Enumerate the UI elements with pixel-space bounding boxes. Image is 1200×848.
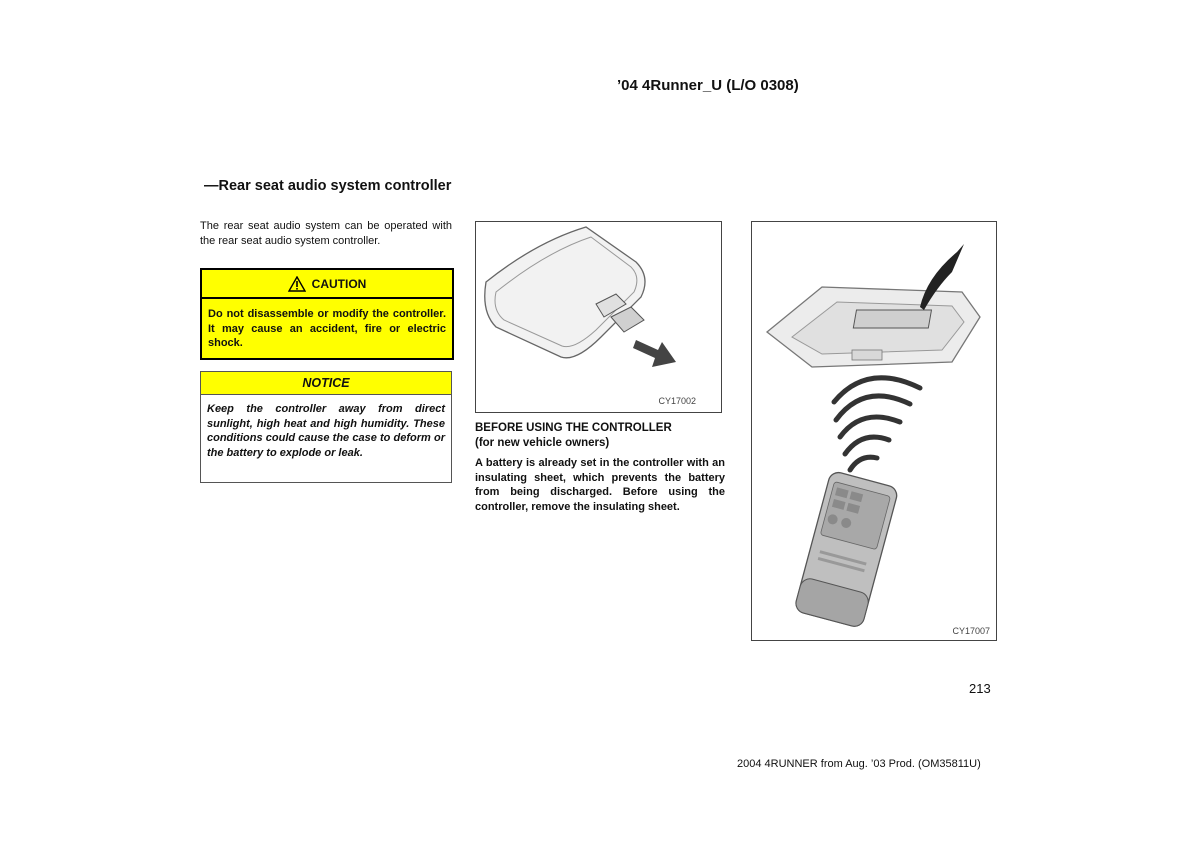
caution-header [202,270,452,299]
figure-code: CY17007 [952,626,990,636]
notice-box [200,371,452,483]
before-using-subtitle: (for new vehicle owners) [475,436,610,449]
page-number: 213 [969,681,991,696]
caution-label: CAUTION [311,276,367,291]
before-using-heading [475,421,725,450]
caution-box [200,268,454,360]
figure-remote-receiver [751,221,997,641]
remote-receiver-illustration [752,222,996,640]
document-header: ’04 4Runner_U (L/O 0308) [617,77,799,94]
caution-text: Do not disassemble or modify the controller. It may cause an accident, fire or electric shock. [208,308,446,349]
notice-text: Keep the controller away from direct sunlight, high heat and high humidity. These conditions could cause the case to deform or the battery to explode or leak. [207,403,445,459]
before-using-paragraph: A battery is already set in the controller with an insulating sheet, which prevents the battery from being discharged. Before using the controller, remove the insulating sheet. [475,457,725,513]
section-heading: —Rear seat audio system controller [204,178,452,194]
controller-sheet-illustration [476,222,721,412]
warning-triangle-icon [288,276,306,292]
document-footer: 2004 4RUNNER from Aug. ’03 Prod. (OM35811U) [737,758,981,770]
figure-insulating-sheet [475,221,722,413]
intro-paragraph: The rear seat audio system can be operated with the rear seat audio system controller. [200,220,452,247]
notice-label: NOTICE [201,372,451,395]
before-using-title: BEFORE USING THE CONTROLLER [475,422,672,434]
figure-code: CY17002 [658,396,696,406]
